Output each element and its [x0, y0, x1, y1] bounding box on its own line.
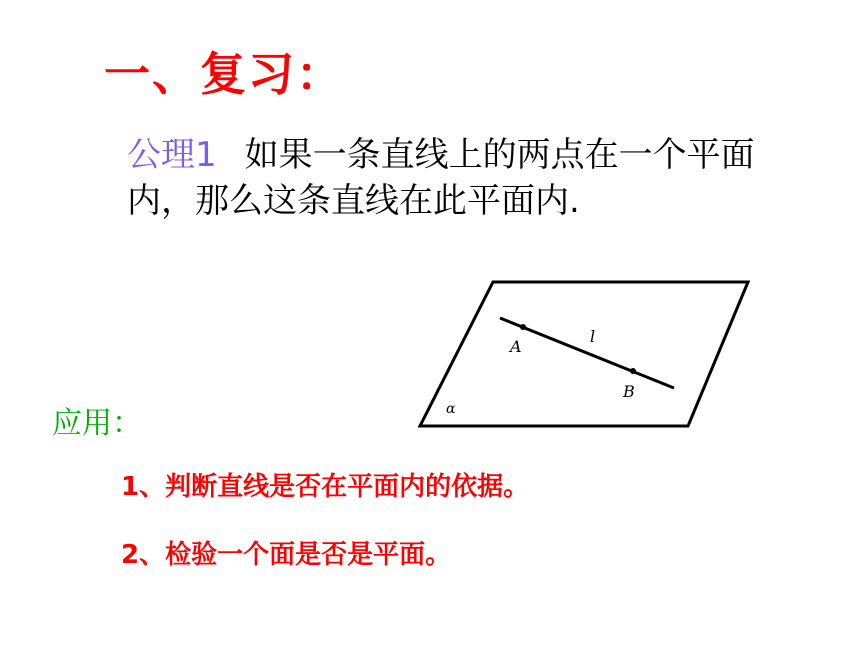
application-label: 应用： — [52, 406, 142, 441]
line-l-label: l — [590, 327, 596, 346]
plane-parallelogram — [420, 282, 748, 426]
point-a-label: A — [510, 337, 522, 356]
axiom-statement — [127, 132, 777, 224]
point-b-label: B — [623, 382, 635, 401]
application-item: 1、判断直线是否在平面内的依据。 — [121, 472, 530, 502]
application-item: 2、检验一个面是否是平面。 — [121, 540, 452, 570]
line-l — [500, 318, 674, 388]
axiom-text: 如果一条直线上的两点在一个平面内，那么这条直线在此平面内. — [127, 135, 755, 221]
axiom-label: 公理1 — [127, 135, 217, 175]
point-b-dot — [630, 368, 636, 374]
page-title: 一、复习： — [104, 47, 344, 101]
plane-alpha-label: α — [446, 401, 456, 417]
plane-line-figure — [410, 270, 755, 430]
point-a-dot — [520, 324, 526, 330]
